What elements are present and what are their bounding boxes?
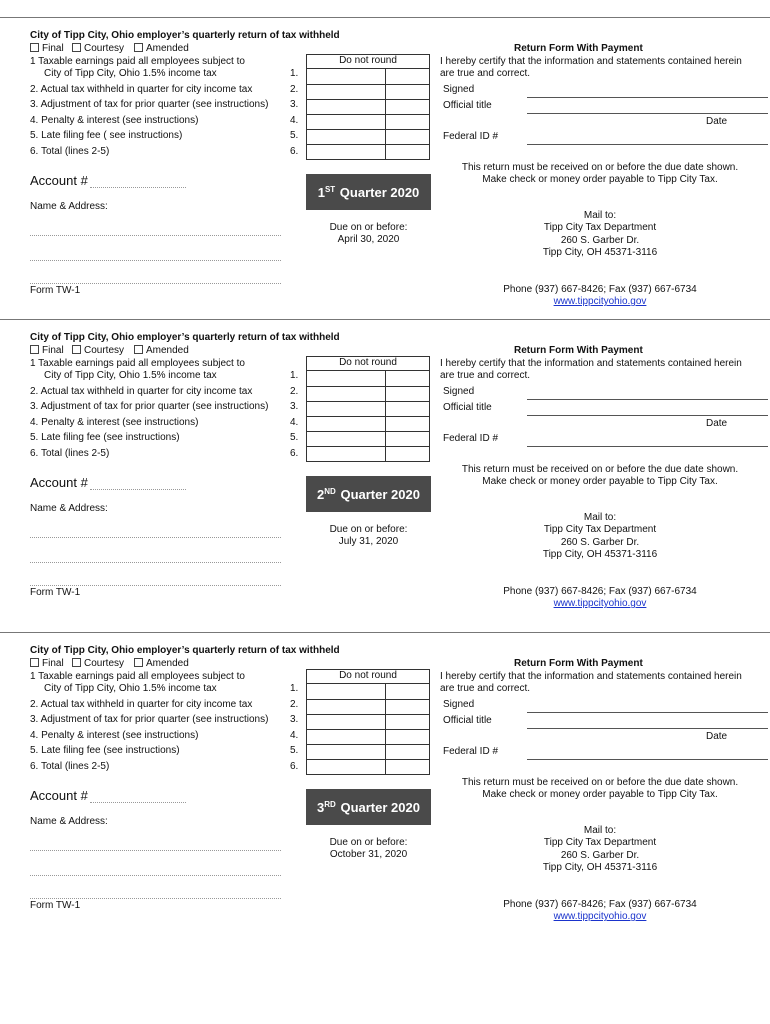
quarter-suffix: ST: [324, 184, 336, 194]
form-title: City of Tipp City, Ohio employer’s quarterly return of tax withheld: [30, 332, 340, 343]
checkbox-courtesy[interactable]: [72, 345, 124, 357]
line-6-label: 6. Total (lines 2-5): [30, 448, 110, 459]
checkbox-icon[interactable]: [134, 345, 143, 354]
checkbox-icon[interactable]: [134, 43, 143, 52]
due-notice: This return must be received on or before the due date shown.: [461, 464, 739, 475]
line-5-cents-input[interactable]: [385, 744, 430, 760]
quarter-text: Quarter 2020: [339, 184, 420, 200]
line-3-dollars-input[interactable]: [306, 401, 386, 417]
line-2-dollars-input[interactable]: [306, 386, 386, 402]
mail-address-2: 260 S. Garber Dr.: [560, 537, 640, 548]
line-6-cents-input[interactable]: [385, 144, 430, 160]
line-5-label: 5. Late filing fee (see instructions): [30, 745, 180, 756]
website-link[interactable]: www.tippcityohio.gov: [553, 296, 647, 307]
line-1-label: 1 Taxable earnings paid all employees subject to: [30, 358, 245, 369]
federal-id-label: Federal ID #: [443, 131, 499, 142]
date-label: Date: [706, 418, 728, 429]
official-title-label: Official title: [443, 100, 492, 111]
line-number: 1.: [290, 68, 299, 79]
line-5-dollars-input[interactable]: [306, 129, 386, 145]
payable-notice: Make check or money order payable to Tipp City Tax.: [482, 476, 718, 487]
signed-field[interactable]: [527, 399, 768, 400]
line-4-dollars-input[interactable]: [306, 114, 386, 130]
checkbox-amended[interactable]: [134, 658, 189, 670]
address-line-2[interactable]: [30, 875, 281, 876]
line-6-dollars-input[interactable]: [306, 759, 386, 775]
certify-text: I hereby certify that the information and statements contained herein: [440, 358, 742, 369]
checkbox-amended[interactable]: [134, 43, 189, 55]
mail-address-1: Tipp City Tax Department: [543, 222, 657, 233]
federal-id-field[interactable]: [527, 144, 768, 145]
line-5-dollars-input[interactable]: [306, 744, 386, 760]
line-number: 1.: [290, 370, 299, 381]
name-address-label: Name & Address:: [30, 503, 108, 514]
checkbox-label: Amended: [146, 345, 189, 356]
quarter-suffix: RD: [324, 799, 336, 809]
phone-fax: Phone (937) 667-8426; Fax (937) 667-6734: [503, 899, 697, 910]
federal-id-label: Federal ID #: [443, 746, 499, 757]
checkbox-label: Amended: [146, 658, 189, 669]
mail-address-2: 260 S. Garber Dr.: [560, 235, 640, 246]
address-line-2[interactable]: [30, 260, 281, 261]
payable-notice: Make check or money order payable to Tipp City Tax.: [482, 789, 718, 800]
checkbox-amended[interactable]: [134, 345, 189, 357]
date-label: Date: [706, 116, 728, 127]
official-title-field[interactable]: [527, 113, 768, 114]
quarterly-return-form-2: [0, 302, 770, 609]
line-2-cents-input[interactable]: [385, 699, 430, 715]
mail-to-label: Mail to:: [583, 210, 617, 221]
certify-text-cont: are true and correct.: [440, 68, 531, 79]
checkbox-label: Courtesy: [84, 345, 125, 356]
quarter-suffix: ND: [324, 486, 336, 496]
account-field[interactable]: [90, 489, 186, 490]
federal-id-field[interactable]: [527, 446, 768, 447]
line-number: 6.: [290, 761, 299, 772]
quarter-text: Quarter 2020: [340, 799, 420, 815]
do-not-round-label: Do not round: [339, 670, 397, 681]
website-link[interactable]: www.tippcityohio.gov: [553, 598, 647, 609]
due-label: Due on or before:: [329, 524, 408, 535]
line-1-dollars-input[interactable]: [306, 370, 386, 387]
line-3-cents-input[interactable]: [385, 99, 430, 115]
line-5-cents-input[interactable]: [385, 431, 430, 447]
line-6-label: 6. Total (lines 2-5): [30, 146, 110, 157]
mail-address-1: Tipp City Tax Department: [543, 524, 657, 535]
line-number: 1.: [290, 683, 299, 694]
line-6-cents-input[interactable]: [385, 446, 430, 462]
due-label: Due on or before:: [329, 222, 408, 233]
line-6-dollars-input[interactable]: [306, 144, 386, 160]
return-heading: Return Form With Payment: [514, 43, 643, 54]
line-3-dollars-input[interactable]: [306, 714, 386, 730]
line-3-dollars-input[interactable]: [306, 99, 386, 115]
line-6-label: 6. Total (lines 2-5): [30, 761, 110, 772]
line-2-dollars-input[interactable]: [306, 84, 386, 100]
amount-grid: [306, 669, 430, 775]
line-4-label: 4. Penalty & interest (see instructions): [30, 730, 199, 741]
line-number: 5.: [290, 432, 299, 443]
mail-address-3: Tipp City, OH 45371-3116: [542, 549, 658, 560]
checkbox-label: Final: [42, 43, 64, 54]
checkbox-label: Final: [42, 345, 64, 356]
website-link[interactable]: www.tippcityohio.gov: [553, 911, 647, 922]
line-2-label: 2. Actual tax withheld in quarter for city income tax: [30, 84, 253, 95]
form-id: Form TW-1: [30, 587, 81, 598]
quarter-number: 2: [317, 486, 325, 502]
address-line-1[interactable]: [30, 850, 281, 851]
signed-field[interactable]: [527, 97, 768, 98]
checkbox-label: Amended: [146, 43, 189, 54]
signed-label: Signed: [443, 84, 475, 95]
separator-rule: [0, 632, 770, 633]
line-3-label: 3. Adjustment of tax for prior quarter (see instructions): [30, 401, 269, 412]
due-date: July 31, 2020: [338, 536, 399, 547]
official-title-field[interactable]: [527, 728, 768, 729]
due-date: October 31, 2020: [329, 849, 408, 860]
line-number: 2.: [290, 699, 299, 710]
certify-text-cont: are true and correct.: [440, 370, 531, 381]
quarter-banner: [306, 174, 431, 210]
address-line-1[interactable]: [30, 537, 281, 538]
line-number: 4.: [290, 115, 299, 126]
checkbox-label: Courtesy: [84, 43, 125, 54]
line-1-label: 1 Taxable earnings paid all employees subject to: [30, 56, 245, 67]
form-id: Form TW-1: [30, 900, 81, 911]
separator-rule: [0, 17, 770, 18]
checkbox-icon[interactable]: [30, 345, 39, 354]
checkbox-icon[interactable]: [30, 658, 39, 667]
name-address-label: Name & Address:: [30, 816, 108, 827]
line-4-dollars-input[interactable]: [306, 729, 386, 745]
address-line-3[interactable]: [30, 585, 281, 586]
checkbox-label: Final: [42, 658, 64, 669]
mail-address-3: Tipp City, OH 45371-3116: [542, 247, 658, 258]
line-4-cents-input[interactable]: [385, 729, 430, 745]
line-1-dollars-input[interactable]: [306, 683, 386, 700]
checkbox-final[interactable]: [30, 658, 64, 670]
quarter-banner: [306, 476, 431, 512]
line-number: 3.: [290, 99, 299, 110]
line-1-cents-input[interactable]: [385, 68, 430, 85]
official-title-field[interactable]: [527, 415, 768, 416]
line-3-cents-input[interactable]: [385, 401, 430, 417]
checkbox-final[interactable]: [30, 345, 64, 357]
line-number: 2.: [290, 84, 299, 95]
line-1-cents-input[interactable]: [385, 370, 430, 387]
line-number: 3.: [290, 714, 299, 725]
line-1-label-cont: City of Tipp City, Ohio 1.5% income tax: [44, 683, 217, 694]
line-3-label: 3. Adjustment of tax for prior quarter (see instructions): [30, 714, 269, 725]
signed-label: Signed: [443, 386, 475, 397]
line-1-dollars-input[interactable]: [306, 68, 386, 85]
line-5-dollars-input[interactable]: [306, 431, 386, 447]
phone-fax: Phone (937) 667-8426; Fax (937) 667-6734: [503, 586, 697, 597]
checkbox-final[interactable]: [30, 43, 64, 55]
line-4-cents-input[interactable]: [385, 416, 430, 432]
line-4-label: 4. Penalty & interest (see instructions): [30, 417, 199, 428]
mail-address-2: 260 S. Garber Dr.: [560, 850, 640, 861]
line-2-dollars-input[interactable]: [306, 699, 386, 715]
line-1-label-cont: City of Tipp City, Ohio 1.5% income tax: [44, 68, 217, 79]
checkbox-icon[interactable]: [72, 43, 81, 52]
phone-fax: Phone (937) 667-8426; Fax (937) 667-6734: [503, 284, 697, 295]
line-1-cents-input[interactable]: [385, 683, 430, 700]
checkbox-icon[interactable]: [72, 345, 81, 354]
account-label: Account #: [30, 173, 88, 188]
due-notice: This return must be received on or before the due date shown.: [461, 777, 739, 788]
line-1-label: 1 Taxable earnings paid all employees subject to: [30, 671, 245, 682]
address-line-1[interactable]: [30, 235, 281, 236]
line-6-dollars-input[interactable]: [306, 446, 386, 462]
line-number: 5.: [290, 745, 299, 756]
quarter-text: Quarter 2020: [340, 486, 420, 502]
line-6-cents-input[interactable]: [385, 759, 430, 775]
official-title-label: Official title: [443, 715, 492, 726]
account-field[interactable]: [90, 802, 186, 803]
form-title: City of Tipp City, Ohio employer’s quarterly return of tax withheld: [30, 30, 340, 41]
mail-address-3: Tipp City, OH 45371-3116: [542, 862, 658, 873]
line-number: 6.: [290, 448, 299, 459]
quarter-banner: [306, 789, 431, 825]
line-4-dollars-input[interactable]: [306, 416, 386, 432]
mail-to-label: Mail to:: [583, 512, 617, 523]
form-title: City of Tipp City, Ohio employer’s quarterly return of tax withheld: [30, 645, 340, 656]
certify-text: I hereby certify that the information and statements contained herein: [440, 671, 742, 682]
line-4-label: 4. Penalty & interest (see instructions): [30, 115, 199, 126]
quarter-number: 1: [317, 184, 325, 200]
line-3-cents-input[interactable]: [385, 714, 430, 730]
do-not-round-label: Do not round: [339, 357, 397, 368]
line-number: 4.: [290, 730, 299, 741]
line-2-cents-input[interactable]: [385, 84, 430, 100]
account-label: Account #: [30, 475, 88, 490]
line-3-label: 3. Adjustment of tax for prior quarter (see instructions): [30, 99, 269, 110]
line-number: 6.: [290, 146, 299, 157]
federal-id-label: Federal ID #: [443, 433, 499, 444]
line-5-label: 5. Late filing fee (see instructions): [30, 432, 180, 443]
separator-rule: [0, 319, 770, 320]
due-label: Due on or before:: [329, 837, 408, 848]
signed-field[interactable]: [527, 712, 768, 713]
federal-id-field[interactable]: [527, 759, 768, 760]
certify-text: I hereby certify that the information and statements contained herein: [440, 56, 742, 67]
line-1-label-cont: City of Tipp City, Ohio 1.5% income tax: [44, 370, 217, 381]
return-heading: Return Form With Payment: [514, 345, 643, 356]
address-line-3[interactable]: [30, 898, 281, 899]
signed-label: Signed: [443, 699, 475, 710]
line-2-cents-input[interactable]: [385, 386, 430, 402]
address-line-2[interactable]: [30, 562, 281, 563]
line-2-label: 2. Actual tax withheld in quarter for city income tax: [30, 699, 253, 710]
line-4-cents-input[interactable]: [385, 114, 430, 130]
line-number: 3.: [290, 401, 299, 412]
due-notice: This return must be received on or before the due date shown.: [461, 162, 739, 173]
do-not-round-label: Do not round: [339, 55, 397, 66]
checkbox-courtesy[interactable]: [72, 658, 124, 670]
line-number: 2.: [290, 386, 299, 397]
due-date: April 30, 2020: [337, 234, 400, 245]
checkbox-icon[interactable]: [30, 43, 39, 52]
quarterly-return-form-3: [0, 615, 770, 922]
payable-notice: Make check or money order payable to Tipp City Tax.: [482, 174, 718, 185]
line-5-cents-input[interactable]: [385, 129, 430, 145]
account-field[interactable]: [90, 187, 186, 188]
line-5-label: 5. Late filing fee ( see instructions): [30, 130, 183, 141]
amount-grid: [306, 54, 430, 160]
mail-address-1: Tipp City Tax Department: [543, 837, 657, 848]
name-address-label: Name & Address:: [30, 201, 108, 212]
checkbox-courtesy[interactable]: [72, 43, 124, 55]
quarter-number: 3: [317, 799, 325, 815]
line-2-label: 2. Actual tax withheld in quarter for city income tax: [30, 386, 253, 397]
certify-text-cont: are true and correct.: [440, 683, 531, 694]
address-line-3[interactable]: [30, 283, 281, 284]
checkbox-label: Courtesy: [84, 658, 125, 669]
mail-to-label: Mail to:: [583, 825, 617, 836]
return-heading: Return Form With Payment: [514, 658, 643, 669]
account-label: Account #: [30, 788, 88, 803]
date-label: Date: [706, 731, 728, 742]
official-title-label: Official title: [443, 402, 492, 413]
form-id: Form TW-1: [30, 285, 81, 296]
line-number: 4.: [290, 417, 299, 428]
amount-grid: [306, 356, 430, 462]
checkbox-icon[interactable]: [72, 658, 81, 667]
quarterly-return-form-1: [0, 0, 770, 307]
checkbox-icon[interactable]: [134, 658, 143, 667]
line-number: 5.: [290, 130, 299, 141]
